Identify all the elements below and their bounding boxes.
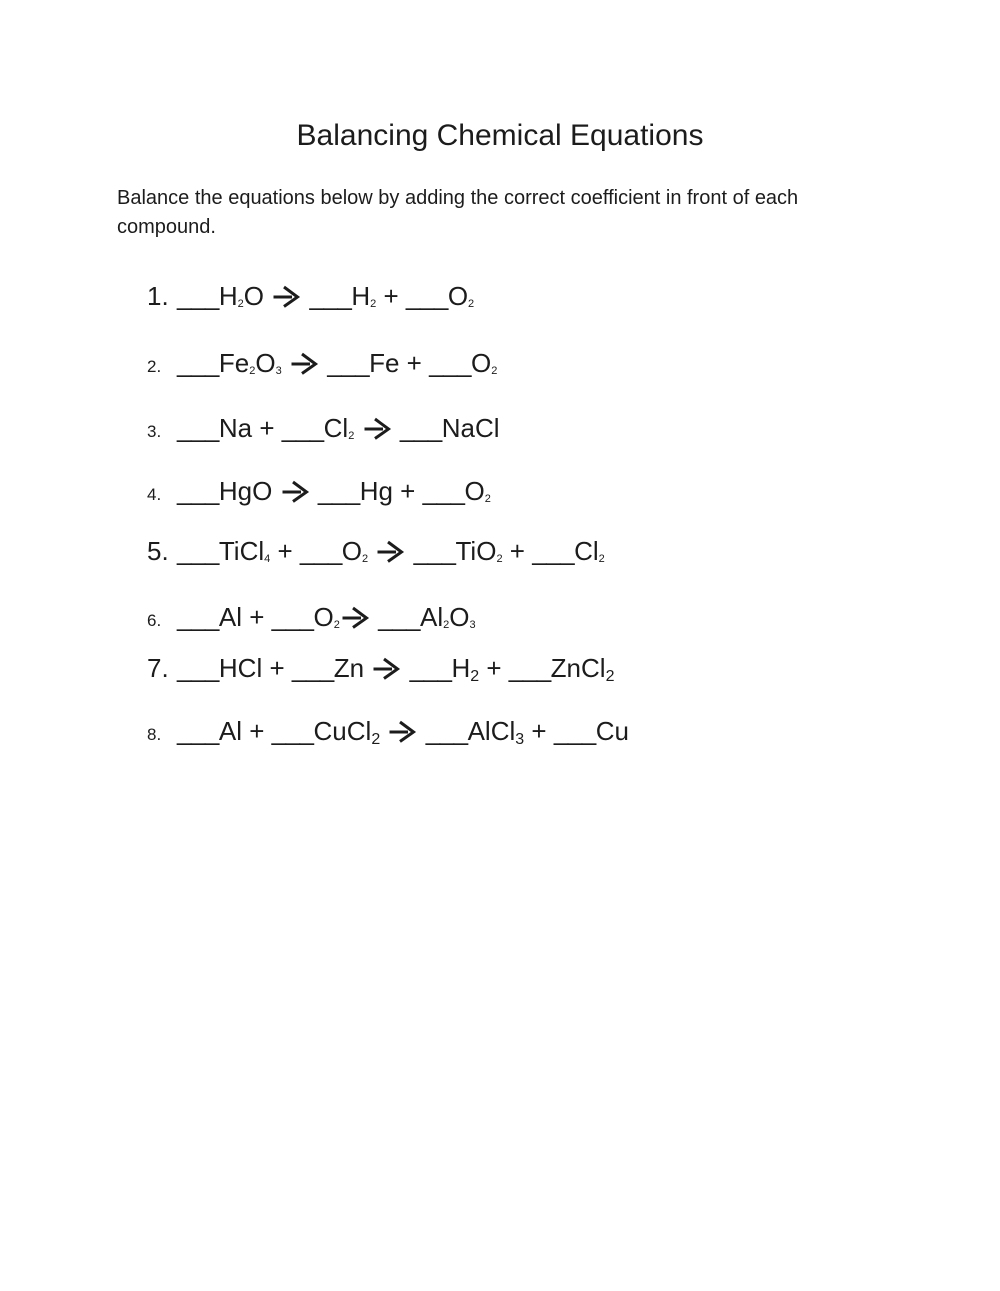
formula-text: + [524,716,554,746]
answer-blank[interactable]: ___ [271,602,314,632]
instructions-text: Balance the equations below by adding the correct coefficient in front of each compound. [117,187,799,238]
formula-text: O [470,348,492,378]
answer-blank[interactable]: ___ [177,653,219,683]
answer-blank[interactable]: ___ [409,653,452,683]
equation-text [177,716,629,746]
answer-blank[interactable]: ___ [399,413,442,443]
formula-text: AlCl [467,716,516,746]
formula-text: O [341,536,363,566]
equation-text [177,536,605,566]
subscript: 2 [370,298,377,310]
subscript: 2 [468,298,475,310]
equations-list [147,279,629,748]
formula-text: + [270,536,300,566]
rightwards-arrow-icon [376,539,405,563]
formula-text: + [479,653,509,683]
subscript: 2 [491,365,498,377]
page-title: Balancing Chemical Equations [296,119,704,152]
answer-blank[interactable]: ___ [281,413,324,443]
formula-text: TiCl [218,536,265,566]
answer-blank[interactable]: ___ [177,536,219,566]
subscript: 2 [605,668,615,685]
formula-text [311,476,318,506]
equation-row [147,714,629,748]
item-number: 3. [147,422,162,441]
subscript: 3 [515,731,525,748]
formula-text: HgO [218,476,280,506]
formula-text: Al + [218,602,272,632]
formula-text: Cu [595,716,629,746]
answer-blank[interactable]: ___ [177,476,219,506]
formula-text: O [313,602,334,632]
formula-text: H [351,281,371,311]
formula-text: + [502,536,533,566]
rightwards-arrow-icon [341,605,370,629]
answer-blank[interactable]: ___ [177,602,219,632]
formula-text: O [449,602,470,632]
item-number: 8. [147,725,162,744]
rightwards-arrow-icon [281,479,310,503]
equation-row [147,279,629,313]
subscript: 2 [249,365,256,377]
answer-blank[interactable]: ___ [553,716,596,746]
rightwards-arrow-icon [388,719,417,743]
equation-text [177,281,474,311]
answer-blank[interactable]: ___ [177,716,219,746]
rightwards-arrow-icon [363,416,392,440]
item-number: 7. [147,653,169,683]
formula-text: O [447,281,469,311]
formula-text [406,536,413,566]
formula-text: HCl + [218,653,292,683]
answer-blank[interactable]: ___ [309,281,352,311]
rightwards-arrow-icon [372,656,401,680]
answer-blank[interactable]: ___ [508,653,551,683]
formula-text: ZnCl [550,653,606,683]
equation-text [177,653,614,683]
answer-blank[interactable]: ___ [291,653,334,683]
formula-text [354,413,361,443]
equation-text [177,348,497,378]
subscript: 2 [348,430,355,442]
subscript: 2 [362,553,369,565]
rightwards-arrow-icon [290,351,319,375]
item-number: 5. [147,536,169,566]
subscript: 2 [598,553,605,565]
formula-text: H [218,281,238,311]
subscript: 2 [470,668,480,685]
answer-blank[interactable]: ___ [413,536,456,566]
equation-row [147,651,629,685]
formula-text [393,413,400,443]
formula-text: Cl [323,413,349,443]
formula-text: + [376,281,406,311]
subscript: 2 [496,553,503,565]
answer-blank[interactable]: ___ [317,476,360,506]
formula-text: H [451,653,471,683]
formula-text [282,348,289,378]
answer-blank[interactable]: ___ [177,413,219,443]
formula-text: Fe + [369,348,430,378]
formula-text: O [243,281,272,311]
equation-text [177,602,476,632]
answer-blank[interactable]: ___ [425,716,468,746]
subscript: 2 [484,493,491,505]
answer-blank[interactable]: ___ [299,536,342,566]
formula-text: Fe [218,348,250,378]
formula-text: Hg + [359,476,423,506]
answer-blank[interactable]: ___ [327,348,370,378]
rightwards-arrow-icon [272,284,301,308]
formula-text: Na + [218,413,282,443]
formula-text: NaCl [441,413,500,443]
equation-row [147,534,629,568]
formula-text [418,716,425,746]
formula-text [380,716,387,746]
answer-blank[interactable]: ___ [429,348,471,378]
formula-text: Cl [574,536,599,566]
equation-text [177,476,491,506]
formula-text [368,536,375,566]
subscript: 2 [333,619,340,631]
equation-row [147,411,629,445]
item-number: 2. [147,357,162,376]
subscript: 3 [469,619,476,631]
equation-row [147,346,629,380]
item-number: 1. [147,281,169,311]
formula-text: Al + [218,716,272,746]
subscript: 2 [443,619,450,631]
formula-text: CuCl [313,716,372,746]
formula-text: Al [420,602,444,632]
equation-row [147,600,629,634]
formula-text: O [255,348,276,378]
answer-blank[interactable]: ___ [422,476,465,506]
answer-blank[interactable]: ___ [532,536,575,566]
subscript: 3 [275,365,282,377]
subscript: 2 [237,298,244,310]
formula-text [402,653,409,683]
answer-blank[interactable]: ___ [405,281,448,311]
equation-row [147,474,629,508]
formula-text: O [464,476,485,506]
item-number: 6. [147,611,162,630]
equation-text [177,413,500,443]
subscript: 4 [264,553,271,565]
subscript: 2 [371,731,381,748]
answer-blank[interactable]: ___ [271,716,314,746]
formula-text: TiO [455,536,497,566]
formula-text: Zn [333,653,372,683]
answer-blank[interactable]: ___ [378,602,421,632]
answer-blank[interactable]: ___ [177,348,219,378]
answer-blank[interactable]: ___ [177,281,219,311]
item-number: 4. [147,485,162,504]
